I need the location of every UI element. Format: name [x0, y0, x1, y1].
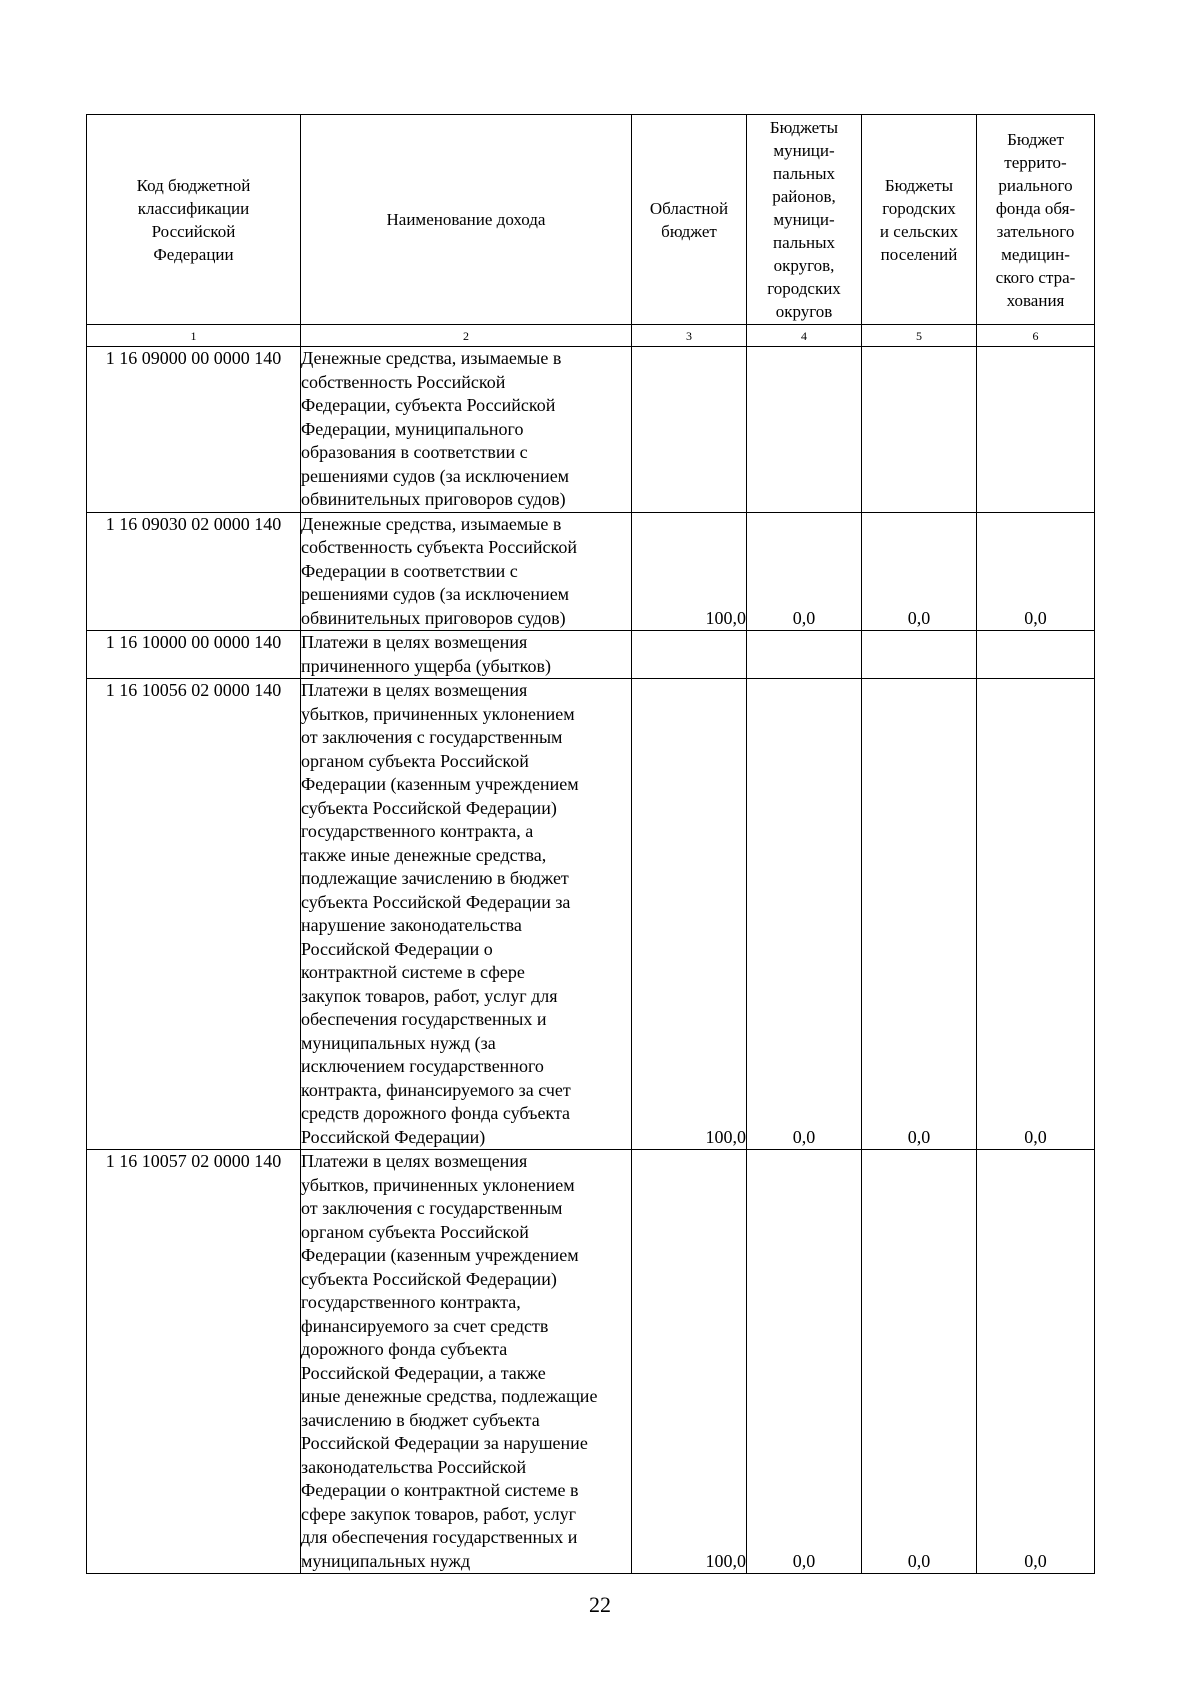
regional-value: [632, 347, 747, 513]
page-number: 22: [589, 1592, 611, 1617]
table-row: [87, 347, 1095, 513]
medical-insurance-value: 0,0: [977, 1150, 1095, 1574]
municipal-districts-value: [747, 631, 862, 679]
settlements-value: [862, 631, 977, 679]
header-settlements: Бюджеты городских и сельских поселений: [862, 115, 977, 325]
revenue-code: 1 16 09000 00 0000 140: [87, 347, 301, 513]
column-number: 1: [87, 325, 301, 347]
revenue-name: Платежи в целях возмещения убытков, причиненных уклонением от заключения с государственным органом субъекта Российской Федерации (казенным учреждением субъекта Российской Федерации) государственного контракта, а также иные денежные средства, подлежащие зачислению в бюджет субъекта Российской Федерации за нарушение законодательства Российской Федерации о контрактной системе в сфере закупок товаров, работ, услуг для обеспечения государственных и муниципальных нужд (за исключением государственного контракта, финансируемого за счет средств дорожного фонда субъекта Российской Федерации): [301, 679, 632, 1150]
header-row: [87, 115, 1095, 325]
header-regional: Областной бюджет: [632, 115, 747, 325]
revenue-name: Платежи в целях возмещения причиненного ущерба (убытков): [301, 631, 632, 679]
revenue-name: Платежи в целях возмещения убытков, причиненных уклонением от заключения с государственным органом субъекта Российской Федерации (казенным учреждением субъекта Российской Федерации) государственного контракта, финансируемого за счет средств дорожного фонда субъекта Российской Федерации, а также иные денежные средства, подлежащие зачислению в бюджет субъекта Российской Федерации за нарушение законодательства Российской Федерации о контрактной системе в сфере закупок товаров, работ, услуг для обеспечения государственных и муниципальных нужд: [301, 1150, 632, 1574]
column-number: 6: [977, 325, 1095, 347]
revenue-code: 1 16 10000 00 0000 140: [87, 631, 301, 679]
medical-insurance-value: 0,0: [977, 679, 1095, 1150]
settlements-value: 0,0: [862, 512, 977, 631]
header-municipal-districts: Бюджеты муници- пальных районов, муници- пальных округов, городских округов: [747, 115, 862, 325]
settlements-value: 0,0: [862, 679, 977, 1150]
medical-insurance-value: 0,0: [977, 512, 1095, 631]
column-number-row: [87, 325, 1095, 347]
table-row: [87, 512, 1095, 631]
header-code: Код бюджетной классификации Российской Федерации: [87, 115, 301, 325]
revenue-code: 1 16 10057 02 0000 140: [87, 1150, 301, 1574]
column-number: 5: [862, 325, 977, 347]
table-row: [87, 679, 1095, 1150]
medical-insurance-value: [977, 347, 1095, 513]
medical-insurance-value: [977, 631, 1095, 679]
settlements-value: 0,0: [862, 1150, 977, 1574]
table-row: [87, 631, 1095, 679]
regional-value: 100,0: [632, 1150, 747, 1574]
revenue-code: 1 16 09030 02 0000 140: [87, 512, 301, 631]
settlements-value: [862, 347, 977, 513]
column-number: 2: [301, 325, 632, 347]
municipal-districts-value: [747, 347, 862, 513]
municipal-districts-value: 0,0: [747, 512, 862, 631]
regional-value: 100,0: [632, 679, 747, 1150]
revenue-name: Денежные средства, изымаемые в собственность Российской Федерации, субъекта Российской Федерации, муниципального образования в соответствии с решениями судов (за исключением обвинительных приговоров судов): [301, 347, 632, 513]
revenue-code: 1 16 10056 02 0000 140: [87, 679, 301, 1150]
regional-value: 100,0: [632, 512, 747, 631]
header-name: Наименование дохода: [301, 115, 632, 325]
municipal-districts-value: 0,0: [747, 679, 862, 1150]
municipal-districts-value: 0,0: [747, 1150, 862, 1574]
regional-value: [632, 631, 747, 679]
column-number: 3: [632, 325, 747, 347]
table-row: [87, 1150, 1095, 1574]
column-number: 4: [747, 325, 862, 347]
revenue-name: Денежные средства, изымаемые в собственность субъекта Российской Федерации в соответствии с решениями судов (за исключением обвинительных приговоров судов): [301, 512, 632, 631]
header-medical-insurance: Бюджет террито- риального фонда обя- зательного медицин- ского стра- хования: [977, 115, 1095, 325]
revenue-distribution-table: [86, 114, 1095, 1574]
